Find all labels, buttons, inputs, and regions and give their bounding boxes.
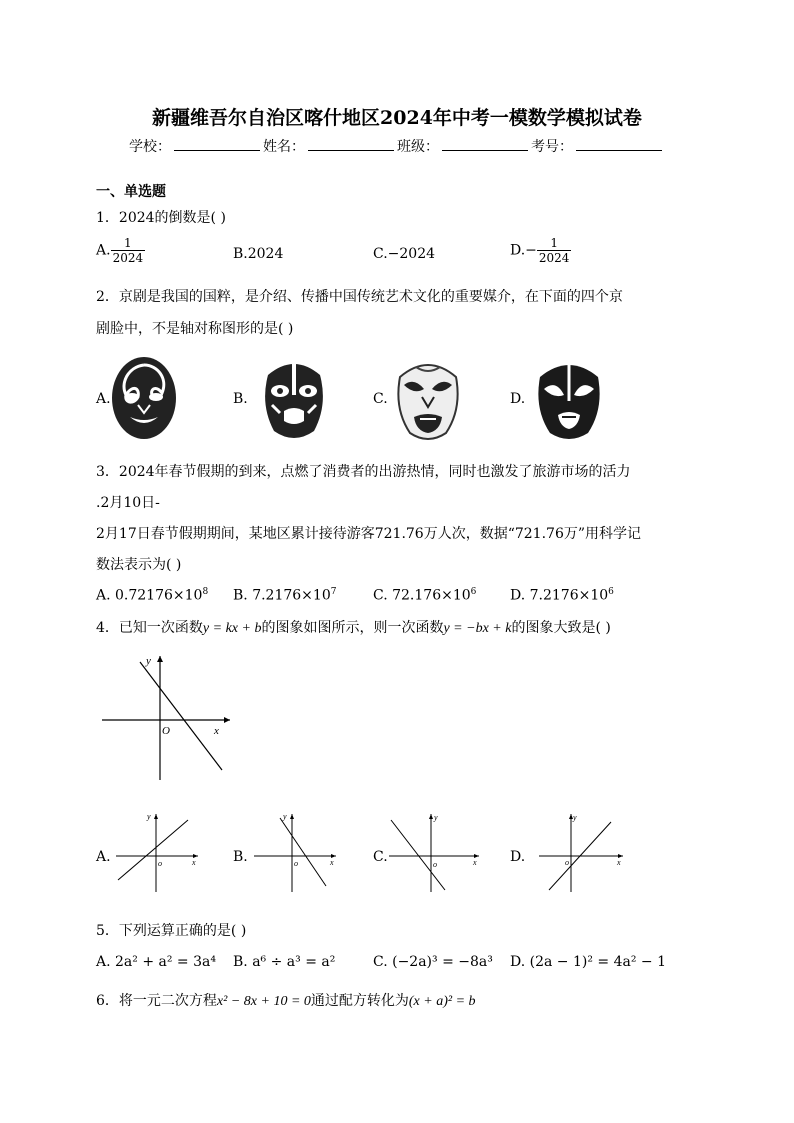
student-info-row — [0, 136, 794, 156]
q4-graph-b — [250, 810, 340, 896]
q3-c-text: C. 72.176×10 — [373, 587, 471, 604]
q4-stem — [96, 617, 611, 637]
graph-d-x-label: x — [617, 858, 621, 867]
q2-stem-line2: 剧脸中，不是轴对称图形的是( ) — [96, 321, 294, 337]
origin-label: O — [162, 725, 170, 737]
q6-pre: 6．将一元二次方程 — [96, 993, 217, 1009]
q1-option-c: C.−2024 — [373, 246, 436, 262]
q3-option-c — [373, 587, 476, 604]
q4-graph-c — [385, 810, 485, 896]
opera-mask-a — [110, 355, 178, 441]
q6-form: (x + a)² = b — [408, 994, 476, 1009]
q2-option-c: C. — [373, 391, 388, 407]
name-blank — [308, 138, 394, 151]
graph-c-x-label: x — [473, 858, 477, 867]
school-label: 学校： — [129, 139, 171, 155]
q1-d-denominator: 2024 — [538, 251, 570, 265]
graph-a-x-label: x — [192, 858, 196, 867]
class-blank — [442, 138, 528, 151]
q3-stem-line3: 2月17日春节假期期间，某地区累计接待游客721.76万人次，数据“721.76万”用科学记 — [96, 526, 642, 542]
q3-b-text: B. 7.2176×10 — [233, 587, 331, 604]
q3-a-text: A. 0.72176×10 — [96, 587, 203, 604]
q3-option-a — [96, 587, 208, 604]
graph-c-y-label: y — [434, 813, 438, 822]
q3-d-text: D. 7.2176×10 — [510, 587, 609, 604]
q1-option-d — [510, 236, 571, 265]
q5-option-c: C. (−2a)³ = −8a³ — [373, 954, 493, 970]
q5-option-b: B. a⁶ ÷ a³ = a² — [233, 954, 336, 970]
q3-stem-line4: 数法表示为( ) — [96, 557, 182, 573]
q4-option-c: C. — [373, 849, 388, 865]
q4-function-2: y = −bx + k — [443, 621, 512, 636]
line-b — [280, 818, 326, 886]
q4-graph-d — [535, 810, 627, 896]
x-axis-arrow — [224, 717, 230, 723]
line-c — [391, 820, 445, 890]
q1-a-prefix: A. — [96, 242, 111, 259]
q3-c-exponent: 6 — [470, 587, 477, 597]
name-label: 姓名： — [263, 139, 305, 155]
q1-d-prefix: D.− — [510, 242, 537, 259]
class-label: 班级： — [397, 139, 439, 155]
q2-option-b: B. — [233, 391, 248, 407]
q5-option-d: D. (2a − 1)² = 4a² − 1 — [510, 954, 666, 970]
q6-mid: 通过配方转化为 — [310, 993, 409, 1009]
graph-d-y-label: y — [573, 813, 577, 822]
graph-b-y-label: y — [283, 812, 287, 821]
q3-option-b — [233, 587, 336, 604]
q1-stem: 1．2024的倒数是( ) — [96, 210, 226, 226]
number-label: 考号： — [531, 139, 573, 155]
q5-stem: 5．下列运算正确的是( ) — [96, 923, 247, 939]
function-line — [140, 662, 222, 770]
q3-option-d — [510, 587, 614, 604]
q4-pre: 4．已知一次函数 — [96, 620, 203, 636]
graph-c-origin: o — [433, 860, 437, 869]
section-heading: 一、单选题 — [96, 184, 166, 200]
q1-d-fraction — [537, 236, 572, 265]
q2-option-d: D. — [510, 391, 526, 407]
opera-mask-d — [532, 355, 606, 443]
page-title: 新疆维吾尔自治区喀什地区2024年中考一模数学模拟试卷 — [152, 107, 642, 129]
q4-main-graph — [96, 650, 236, 785]
q6-equation: x² − 8x + 10 = 0 — [216, 994, 311, 1009]
y-axis-arrow — [157, 656, 163, 662]
q4-mid: 的图象如图所示，则一次函数 — [261, 620, 444, 636]
number-blank — [576, 138, 662, 151]
graph-b-origin: o — [294, 859, 298, 868]
q5-option-a: A. 2a² + a² = 3a⁴ — [96, 954, 216, 970]
q3-b-exponent: 7 — [330, 587, 337, 597]
q4-post: 的图象大致是( ) — [511, 620, 611, 636]
graph-a-y-label: y — [147, 812, 151, 821]
opera-mask-b — [258, 355, 330, 443]
q6-stem — [96, 990, 476, 1010]
q2-stem-line1: 2．京剧是我国的国粹，是介绍、传播中国传统艺术文化的重要媒介，在下面的四个京 — [96, 289, 623, 305]
q3-d-exponent: 6 — [608, 587, 614, 597]
graph-a-origin: o — [158, 859, 162, 868]
opera-mask-c — [392, 355, 464, 443]
q4-option-d: D. — [510, 849, 526, 865]
q3-a-exponent: 8 — [202, 587, 209, 597]
q4-option-b: B. — [233, 849, 248, 865]
q4-graph-a — [112, 810, 202, 896]
q4-option-a: A. — [96, 849, 111, 865]
q1-d-numerator: 1 — [537, 236, 572, 251]
q1-option-b: B.2024 — [233, 246, 284, 262]
y-label: y — [146, 655, 151, 667]
q1-option-a — [96, 236, 145, 265]
school-blank — [174, 138, 260, 151]
q3-stem-line2: .2月10日- — [96, 495, 160, 511]
q3-stem-line1: 3．2024年春节假期的到来，点燃了消费者的出游热情，同时也激发了旅游市场的活力 — [96, 464, 631, 480]
q1-a-fraction — [111, 236, 146, 265]
q1-a-denominator: 2024 — [112, 251, 144, 265]
q1-a-numerator: 1 — [111, 236, 146, 251]
q2-option-a: A. — [96, 391, 111, 407]
graph-b-x-label: x — [330, 858, 334, 867]
x-label: x — [214, 725, 219, 737]
line-a — [118, 820, 188, 880]
q4-function-1: y = kx + b — [202, 621, 262, 636]
graph-d-origin: o — [565, 858, 569, 867]
